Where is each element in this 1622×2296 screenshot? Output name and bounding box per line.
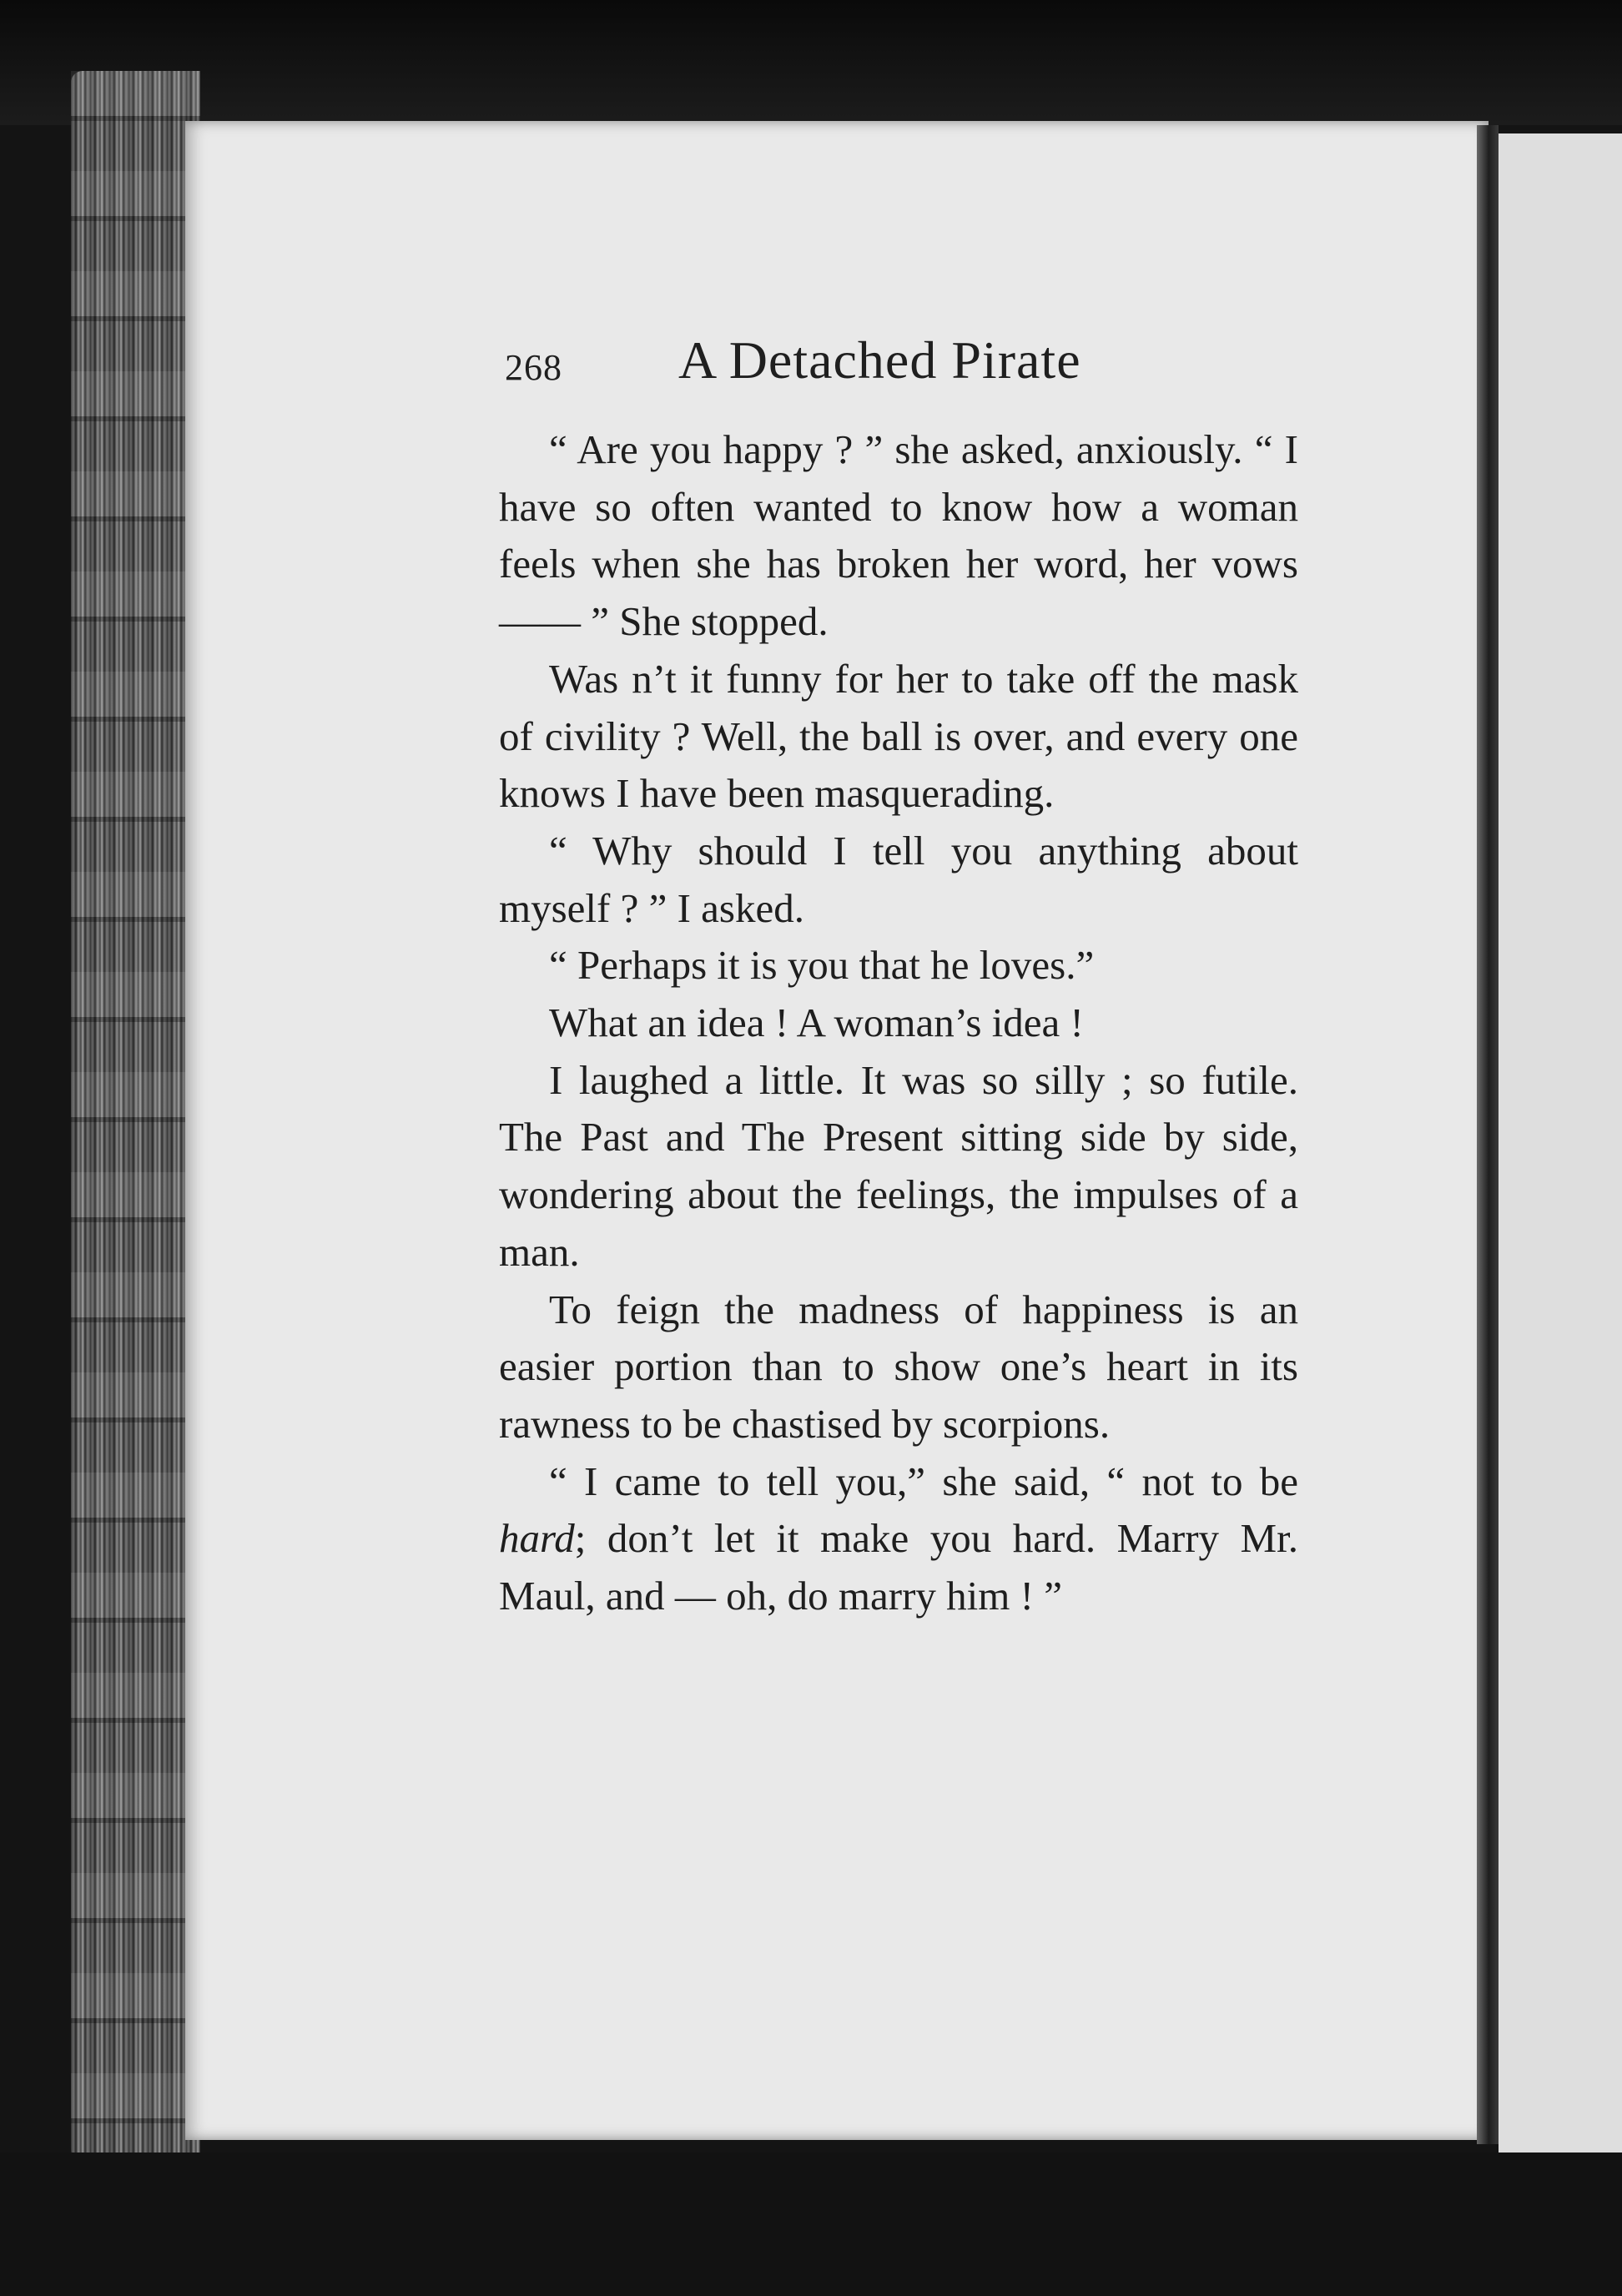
paragraph: “ Perhaps it is you that he loves.” — [549, 942, 1095, 989]
background-bottom — [0, 2152, 1622, 2296]
facing-page — [1499, 133, 1622, 2152]
paragraph: “ Are you happy ? ” she asked, anxiously. “ I have so often wanted to know how a woman feels when she has broken her word, her vows —— ” She stopped. — [499, 426, 1298, 645]
paragraph-last — [499, 1453, 1298, 1625]
book-gutter — [1477, 125, 1499, 2144]
paragraph-text: ; don’t let it make you hard. Marry Mr. Maul, and — oh, do marry him ! ” — [499, 1515, 1298, 1619]
page-number: 268 — [505, 347, 562, 388]
paragraph: To feign the madness of happiness is an easier portion than to show one’s heart in its rawness to be chastised by scorpions. — [499, 1286, 1298, 1447]
body-text — [499, 421, 1298, 1625]
paragraph: I laughed a little. It was so silly ; so futile. The Past and The Present sitting side by side, wondering about the feelings, the impulses of a man. — [499, 1056, 1298, 1275]
paragraph-text: “ I came to tell you,” she said, “ not to be — [549, 1458, 1298, 1504]
paragraph: What an idea ! A woman’s idea ! — [549, 999, 1084, 1046]
paragraph: “ Why should I tell you anything about myself ? ” I asked. — [499, 827, 1298, 931]
book-page-edges — [71, 71, 200, 2173]
running-title: A Detached Pirate — [678, 330, 1081, 390]
paragraph: Was n’t it funny for her to take off the mask of civility ? Well, the ball is over, and every one knows I have been masquerading. — [499, 655, 1298, 817]
background — [0, 0, 1622, 125]
emphasis-text: hard — [499, 1515, 575, 1562]
